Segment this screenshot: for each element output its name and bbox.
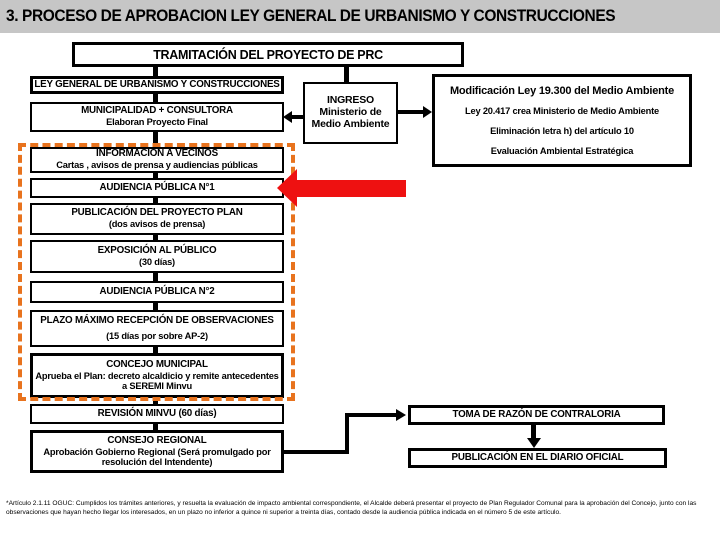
box-modificacion-item-3: Evaluación Ambiental Estratégica (490, 145, 634, 156)
box-ley-general (30, 76, 284, 94)
arrow-right-icon (423, 106, 432, 118)
box-publicacion-diario-oficial (408, 448, 667, 468)
connector-consejo-toma-h2 (349, 413, 397, 417)
box-modificacion-item-1: Ley 20.417 crea Ministerio de Medio Ambiente (465, 106, 659, 117)
box-modificacion-ley (432, 74, 692, 167)
box-consejo-regional-title: CONSEJO REGIONAL (107, 434, 207, 446)
box-ingreso-subtitle: Ministerio de Medio Ambiente (311, 106, 390, 130)
box-audiencia-publica-1-label: AUDIENCIA PÚBLICA N°1 (99, 181, 215, 193)
connector-ap2-to-plazo (153, 303, 158, 310)
connector-municipalidad-to-informacion (153, 132, 158, 147)
arrow-ingreso-to-modificacion-line (398, 110, 424, 114)
arrow-toma-to-publicacion-line (531, 425, 536, 439)
box-publicacion-proyecto-subtitle: (dos avisos de prensa) (108, 219, 206, 230)
slide-title-bar (0, 0, 720, 33)
arrow-left-icon (283, 111, 292, 123)
box-audiencia-publica-2-label: AUDIENCIA PÚBLICA N°2 (99, 285, 215, 297)
box-exposicion-publico-title: EXPOSICIÓN AL PÚBLICO (97, 244, 217, 256)
slide-title: 3. PROCESO DE APROBACION LEY GENERAL DE URBANISMO Y CONSTRUCCIONES (6, 7, 616, 25)
box-ingreso-medio-ambiente (303, 82, 398, 144)
box-informacion-vecinos-title: INFORMACIÓN A VECINOS (96, 148, 218, 160)
box-municipalidad-subtitle: Elaboran Proyecto Final (106, 117, 208, 128)
box-revision-minvu (30, 404, 284, 424)
connector-consejo-toma-h1 (284, 450, 349, 454)
box-concejo-municipal-subtitle: Aprueba el Plan: decreto alcaldicio y remite antecedentes a SEREMI Minvu (35, 370, 279, 391)
box-concejo-municipal (30, 353, 284, 398)
box-plazo-maximo-subtitle: (15 días por sobre AP-2) (106, 330, 208, 341)
connector-tram-to-ingreso (344, 67, 349, 82)
box-modificacion-ley-title: Modificación Ley 19.300 del Medio Ambiente (449, 84, 675, 97)
arrow-ingreso-to-municipalidad-line (291, 115, 303, 119)
connector-consejo-toma-v (345, 413, 349, 454)
arrow-right-icon (396, 409, 406, 421)
box-consejo-regional-subtitle: Aprobación Gobierno Regional (Será promulgado por resolución del Intendente) (43, 446, 271, 467)
box-consejo-regional (30, 430, 284, 473)
box-ingreso-title: INGRESO (326, 94, 375, 107)
box-tramitacion-label: TRAMITACIÓN DEL PROYECTO DE PRC (153, 47, 383, 62)
box-informacion-vecinos-subtitle: Cartas , avisos de prensa y audiencias públicas (56, 160, 258, 171)
connector-exposicion-to-ap2 (153, 273, 158, 281)
box-exposicion-publico-subtitle: (30 días) (139, 256, 175, 267)
box-publicacion-proyecto-title: PUBLICACIÓN DEL PROYECTO PLAN (71, 207, 243, 219)
box-informacion-vecinos (30, 147, 284, 173)
box-toma-de-razon (408, 405, 665, 425)
red-arrow-left-icon (277, 169, 297, 207)
box-publicacion-diario-oficial-label: PUBLICACIÓN EN EL DIARIO OFICIAL (451, 451, 624, 463)
box-tramitacion (72, 42, 464, 67)
arrow-down-icon (527, 438, 541, 448)
box-plazo-maximo (30, 310, 284, 347)
box-modificacion-item-2: Eliminación letra h) del artículo 10 (490, 126, 634, 137)
box-revision-minvu-label: REVISIÓN MINVU (60 días) (97, 407, 217, 419)
box-audiencia-publica-2 (30, 281, 284, 303)
connector-tram-to-ley (153, 67, 158, 76)
box-audiencia-publica-1 (30, 178, 284, 198)
box-plazo-maximo-title: PLAZO MÁXIMO RECEPCIÓN DE OBSERVACIONES (40, 314, 274, 326)
footnote-text: *Artículo 2.1.11 OGUC: Cumplidos los trámites anteriores, y resuelta la evaluación de impacto ambiental correspondiente, el Alcalde deberá presentar el proyecto de Plan Regulador Comunal para la aprobación del Concejo, junto con las observaciones que hayan hecho llegar los interesados, en un plazo no inferior a quince ni superior a treinta días, contado desde la audiencia pública indicada en el número 5 de este artículo. (6, 500, 697, 517)
connector-ley-to-municipalidad (153, 94, 158, 102)
box-municipalidad (30, 102, 284, 132)
red-arrow-body (296, 180, 406, 197)
box-publicacion-proyecto (30, 203, 284, 235)
box-municipalidad-title: MUNICIPALIDAD + CONSULTORA (81, 105, 233, 117)
box-concejo-municipal-title: CONCEJO MUNICIPAL (106, 358, 208, 370)
box-ley-general-label: LEY GENERAL DE URBANISMO Y CONSTRUCCIONES (34, 78, 280, 90)
box-exposicion-publico (30, 240, 284, 273)
box-toma-de-razon-label: TOMA DE RAZÓN DE CONTRALORIA (452, 408, 621, 420)
